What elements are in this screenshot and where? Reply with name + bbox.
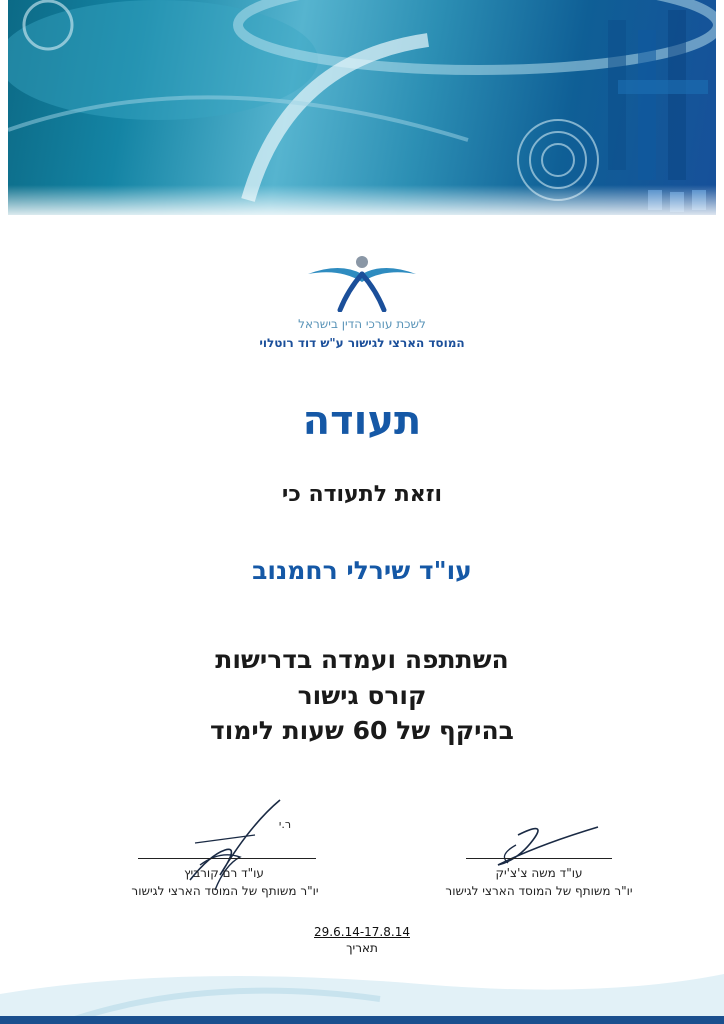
institute-name: המוסד הארצי לגישור ע"ש דוד רוטלוי: [259, 336, 465, 350]
signatory-name-right: עו"ד משה צ'צ'יק: [495, 866, 583, 880]
body-line: בהיקף של 60 שעות לימוד: [210, 716, 514, 745]
date-range: 29.6.14-17.8.14: [314, 925, 410, 939]
banner-artwork: [8, 0, 716, 215]
signatory-name-left: עו"ד רם קורביץ: [184, 866, 264, 880]
organization-logo: [300, 252, 424, 312]
organization-name: לשכת עורכי הדין בישראל: [298, 317, 426, 331]
signatory-role-right: יו"ר משותף של המוסד הארצי לגישור: [445, 884, 633, 898]
date-label: תאריך: [346, 941, 378, 955]
body-line: קורס גישור: [297, 681, 427, 710]
signatory-role-left: יו"ר משותף של המוסד הארצי לגישור: [131, 884, 319, 898]
certificate-title: תעודה: [302, 398, 422, 444]
recipient-name: עו"ד שירלי רחמנוב: [252, 556, 472, 585]
signature-left: [180, 795, 310, 895]
signature-line-right: [466, 858, 612, 859]
certify-line: וזאת לתעודה כי: [281, 482, 443, 507]
body-line: השתתפה ועמדה בדרישות: [215, 645, 509, 674]
signature-line-left: [138, 858, 316, 859]
header-banner: [8, 0, 716, 215]
signature-mark: ר.י: [278, 818, 292, 831]
footer-artwork: [0, 954, 724, 1024]
